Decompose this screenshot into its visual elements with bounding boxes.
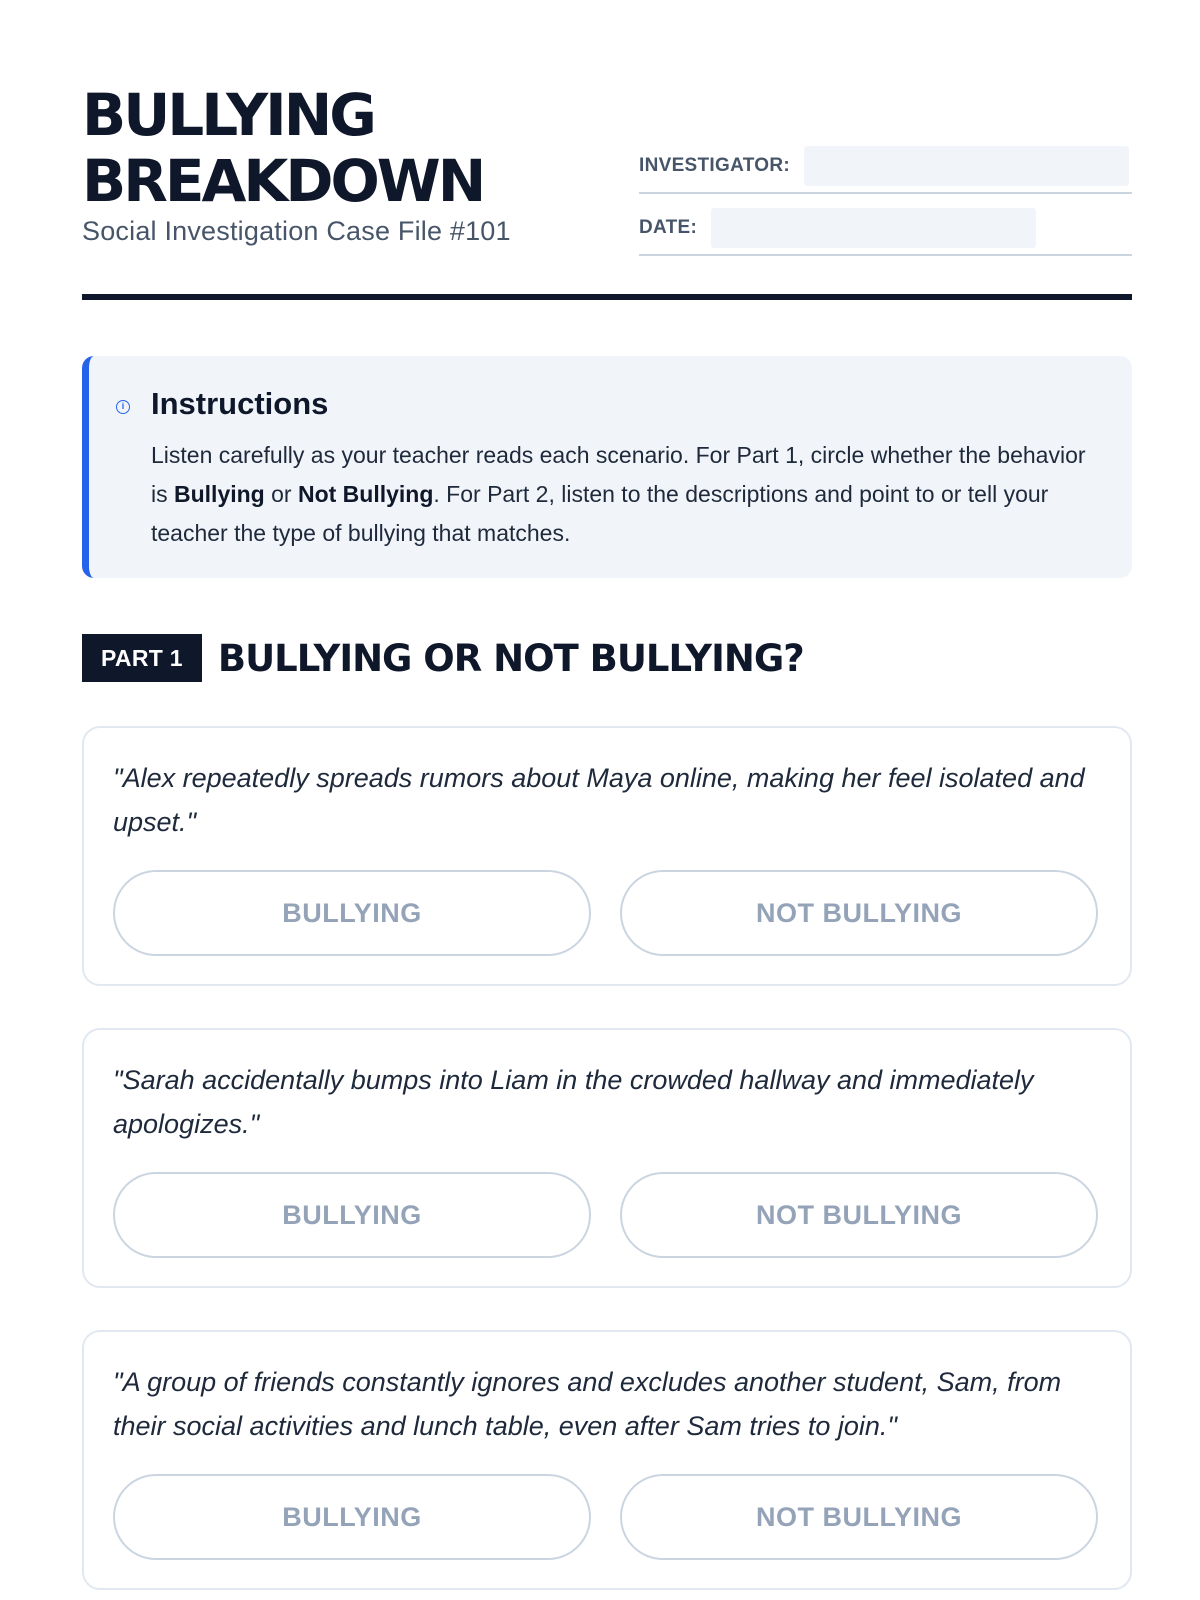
instructions-text-part-1: Listen carefully as your teacher reads each scenario. For Part 1, circle whether the behavior is: [151, 442, 1086, 507]
investigator-field-row: [639, 140, 1132, 194]
scenario-card: [82, 726, 1132, 986]
not-bullying-choice-button[interactable]: NOT BULLYING: [620, 1474, 1098, 1560]
not-bullying-choice-button[interactable]: NOT BULLYING: [620, 1172, 1098, 1258]
investigator-label: INVESTIGATOR:: [639, 155, 790, 176]
info-icon: i: [116, 400, 130, 414]
worksheet-page: [82, 0, 1132, 1532]
scenario-quote: "Alex repeatedly spreads rumors about Maya online, making her feel isolated and upset.": [113, 763, 1085, 837]
worksheet-title-line-1: BULLYING: [82, 81, 374, 149]
part-1-heading: [82, 634, 804, 682]
worksheet-title-line-2: BREAKDOWN: [82, 147, 484, 215]
scenario-quote: "Sarah accidentally bumps into Liam in the crowded hallway and immediately apologizes.": [113, 1065, 1034, 1139]
date-input[interactable]: [711, 208, 1036, 248]
not-bullying-choice-button[interactable]: NOT BULLYING: [620, 870, 1098, 956]
instructions-bold-bullying: Bullying: [174, 481, 265, 507]
case-file-subtitle: Social Investigation Case File #101: [82, 216, 511, 246]
bullying-choice-button[interactable]: BULLYING: [113, 1172, 591, 1258]
scenario-card: [82, 1028, 1132, 1288]
header-divider: [82, 294, 1132, 300]
part-badge: PART 1: [82, 634, 202, 682]
investigator-input[interactable]: [804, 146, 1129, 186]
part-title: BULLYING OR NOT BULLYING?: [217, 636, 804, 680]
bullying-choice-button[interactable]: BULLYING: [113, 1474, 591, 1560]
instructions-text-part-2: or: [264, 481, 298, 507]
instructions-text-part-3: . For Part 2, listen to the descriptions and point to or tell your teacher the type of bullying that matches.: [151, 481, 1049, 546]
scenario-card: [82, 1330, 1132, 1590]
student-info-fields: [639, 140, 1132, 264]
instructions-title: Instructions: [151, 386, 329, 421]
date-label: DATE:: [639, 217, 698, 238]
instructions-text: [151, 436, 1101, 553]
title-block: [82, 82, 511, 247]
worksheet-header: [82, 0, 1132, 300]
instructions-bold-not-bullying: Not Bullying: [297, 481, 434, 507]
date-field-row: [639, 202, 1132, 256]
instructions-panel: [82, 356, 1132, 578]
scenario-quote: "A group of friends constantly ignores and excludes another student, Sam, from their social activities and lunch table, even after Sam tries to join.": [113, 1367, 1062, 1441]
bullying-choice-button[interactable]: BULLYING: [113, 870, 591, 956]
